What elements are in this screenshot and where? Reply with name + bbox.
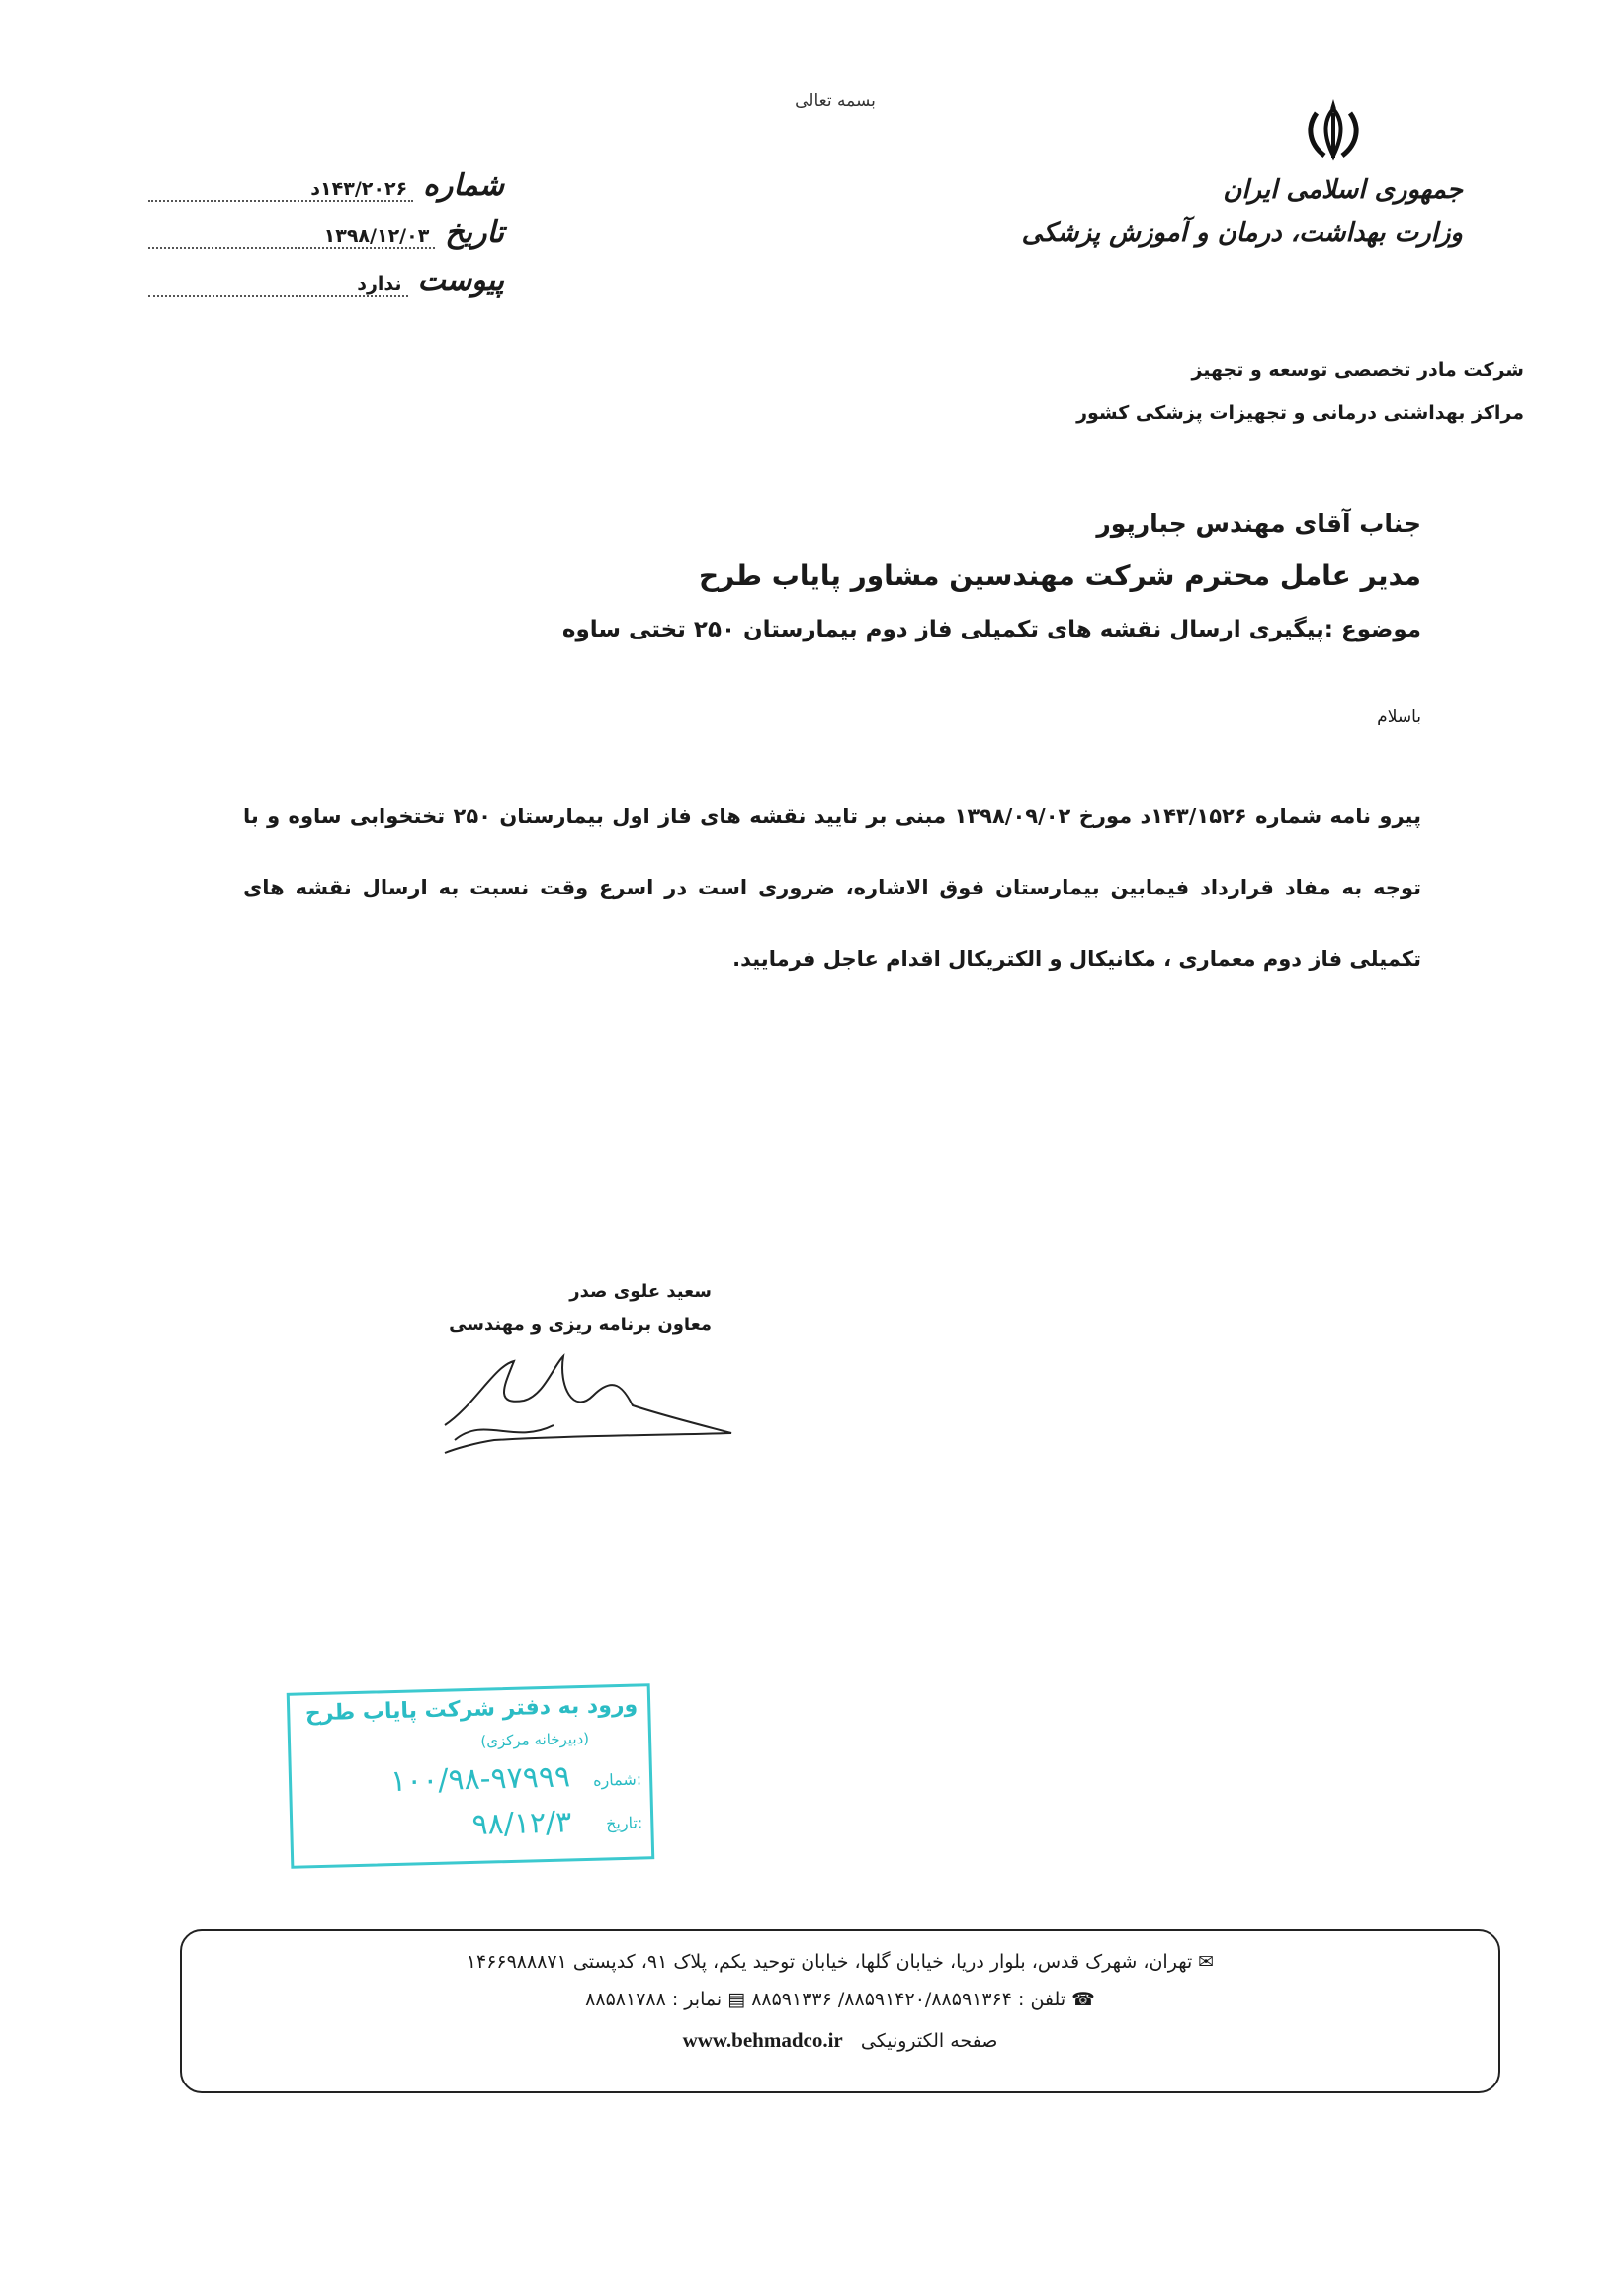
fax-icon: ▤ [722, 1989, 746, 2010]
signer-name: سعید علوی صدر [569, 1281, 712, 1302]
letter-metadata [148, 168, 504, 310]
letterhead-footer [180, 1929, 1500, 2093]
phone-value: ۸۸۵۹۱۴۲۰/۸۸۵۹۱۳۶۴/ ۸۸۵۹۱۳۳۶ [751, 1989, 1012, 2010]
handwritten-signature [435, 1346, 741, 1455]
attachment-label: پیوست [417, 263, 504, 298]
stamp-number-value: ۱۰۰/۹۸-۹۷۹۹۹ [389, 1759, 571, 1800]
subject-line: موضوع :پیگیری ارسال نقشه های تکمیلی فاز دوم بیمارستان ۲۵۰ تختی ساوه [561, 617, 1421, 642]
received-stamp [287, 1683, 655, 1869]
attachment-value: ندارد [148, 273, 408, 297]
letter-body: پیرو نامه شماره ۱۴۳/۱۵۲۶د مورخ ۱۳۹۸/۰۹/۰۲ مبنی بر تایید نقشه های فاز اول بیمارستان ۲۵۰ تختخوابی ساوه و با توجه به مفاد قرارداد فیمابین بیمارستان فوق الاشاره، ضروری است در اسرع وقت نسبت به ارسال نقشه های تکمیلی فاز دوم معماری ، مکانیکال و الکتریکال اقدام عاجل فرمایید. [243, 805, 1421, 971]
signer-block [415, 1275, 712, 1342]
stamp-date-label: تاریخ: [605, 1813, 643, 1833]
company-line-2: مراکز بهداشتی درمانی و تجهیزات پزشکی کشور [1076, 402, 1524, 424]
web-label: صفحه الکترونیکی [860, 2030, 998, 2052]
attachment-row [148, 263, 504, 310]
stamp-date-value: ۹۸/۱۲/۳ [471, 1805, 572, 1842]
bismillah-heading: بسمه تعالی [795, 91, 876, 111]
greeting: باسلام [1377, 707, 1421, 726]
phone-label: تلفن : [1018, 1989, 1066, 2010]
footer-address: تهران، شهرک قدس، بلوار دریا، خیابان گلها، خیابان توحید یکم، پلاک ۹۱، کدپستی ۱۴۶۶۹۸۸۸۷۱ [466, 1951, 1193, 1973]
company-line-1: شرکت مادر تخصصی توسعه و تجهیز [1191, 359, 1524, 381]
mail-icon: ✉ [1192, 1951, 1215, 1973]
stamp-number-label: شماره: [592, 1769, 642, 1790]
fax-label: نمابر : [671, 1989, 723, 2010]
phone-icon: ☎ [1065, 1989, 1095, 2010]
stamp-subtitle: (دبیرخانه مرکزی) [480, 1729, 590, 1750]
ministry-line-2: وزارت بهداشت، درمان و آموزش پزشکی [1021, 218, 1463, 248]
company-name [832, 348, 1524, 435]
signer-title: معاون برنامه ریزی و مهندسی [449, 1315, 712, 1335]
recipient-block [334, 499, 1421, 655]
number-label: شماره [423, 168, 504, 203]
recipient-title: مدیر عامل محترم شرکت مهندسین مشاور پایاب طرح [698, 559, 1421, 592]
ministry-line-1: جمهوری اسلامی ایران [1223, 175, 1463, 205]
date-value: ۱۳۹۸/۱۲/۰۳ [148, 225, 435, 249]
website-link[interactable]: www.behmadco.ir [682, 2028, 843, 2052]
iran-emblem-icon [1303, 95, 1364, 164]
number-value: ۱۴۳/۲۰۲۶د [148, 178, 413, 202]
date-label: تاریخ [445, 215, 504, 250]
number-row [148, 168, 504, 215]
recipient-name: جناب آقای مهندس جبارپور [1096, 509, 1421, 538]
date-row [148, 215, 504, 263]
stamp-title: ورود به دفتر شرکت پایاب طرح [304, 1692, 639, 1727]
fax-value: ۸۸۵۸۱۷۸۸ [585, 1989, 666, 2010]
ministry-logotype [949, 168, 1463, 255]
